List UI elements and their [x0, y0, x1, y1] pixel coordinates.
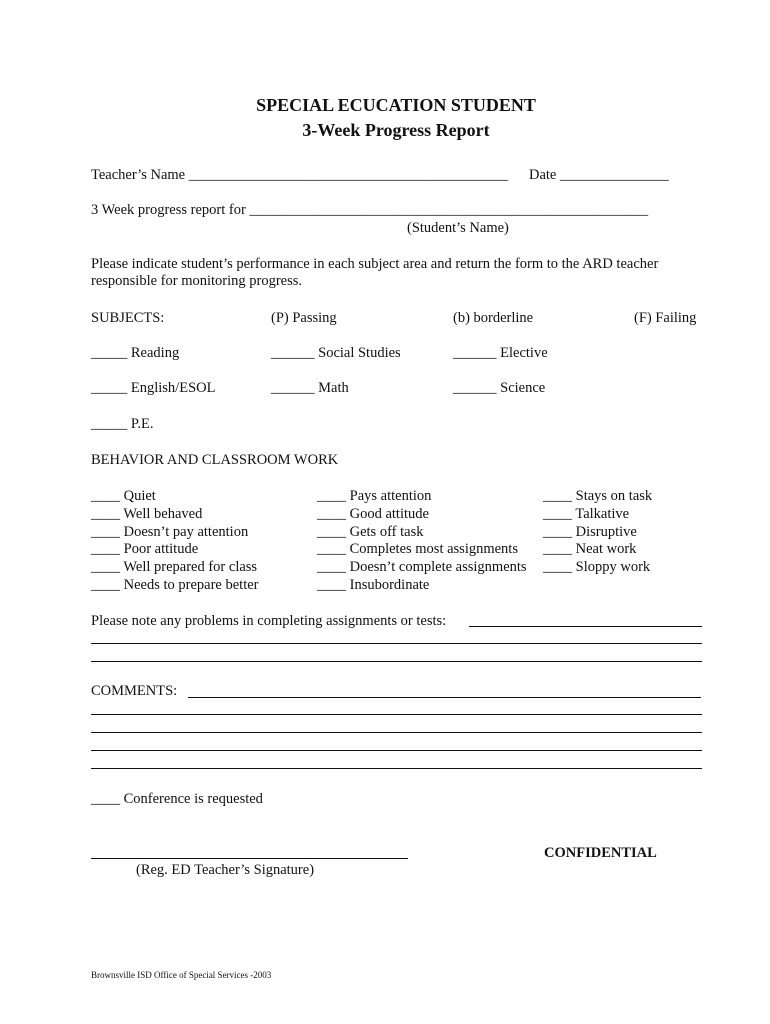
signature-line[interactable]	[91, 858, 408, 859]
comments-line[interactable]	[91, 732, 702, 733]
problems-line[interactable]	[91, 643, 702, 644]
behavior-item[interactable]: ____ Insubordinate	[317, 577, 430, 593]
behavior-item[interactable]: ____ Good attitude	[317, 506, 429, 522]
instructions-line-2: responsible for monitoring progress.	[91, 273, 303, 289]
conference-request[interactable]: ____ Conference is requested	[91, 791, 263, 807]
subject-english[interactable]: _____ English/ESOL	[91, 380, 216, 396]
comments-label: COMMENTS:	[91, 683, 178, 699]
subject-elective[interactable]: ______ Elective	[453, 345, 548, 361]
behavior-item[interactable]: ____ Gets off task	[317, 524, 424, 540]
behavior-item[interactable]: ____ Stays on task	[543, 488, 653, 504]
behavior-item[interactable]: ____ Poor attitude	[91, 541, 199, 557]
behavior-item[interactable]: ____ Pays attention	[317, 488, 432, 504]
comments-line[interactable]	[91, 768, 702, 769]
subject-science[interactable]: ______ Science	[453, 380, 546, 396]
comments-line[interactable]	[91, 750, 702, 751]
behavior-item[interactable]: ____ Disruptive	[543, 524, 637, 540]
footer-text: Brownsville ISD Office of Special Services -2003	[91, 970, 272, 980]
problems-label: Please note any problems in completing assignments or tests:	[91, 613, 447, 629]
student-name-caption: (Student’s Name)	[407, 220, 509, 236]
behavior-heading: BEHAVIOR AND CLASSROOM WORK	[91, 452, 339, 468]
comments-line[interactable]	[91, 714, 702, 715]
problems-line[interactable]	[469, 626, 702, 627]
behavior-item[interactable]: ____ Well prepared for class	[91, 559, 258, 575]
behavior-item[interactable]: ____ Well behaved	[91, 506, 203, 522]
confidential-label: CONFIDENTIAL	[544, 845, 657, 861]
subject-math[interactable]: ______ Math	[271, 380, 349, 396]
subject-reading[interactable]: _____ Reading	[91, 345, 180, 361]
legend-failing: (F) Failing	[634, 310, 697, 326]
legend-passing: (P) Passing	[271, 310, 337, 326]
comments-line[interactable]	[188, 697, 701, 698]
instructions-line-1: Please indicate student’s performance in each subject area and return the form to the ARD teacher	[91, 256, 659, 272]
form-subtitle: 3-Week Progress Report	[302, 120, 490, 140]
behavior-item[interactable]: ____ Sloppy work	[543, 559, 651, 575]
teacher-name-field[interactable]: Teacher’s Name ____________________________________________	[91, 167, 508, 183]
problems-line[interactable]	[91, 661, 702, 662]
student-name-field[interactable]: 3 Week progress report for _______________________________________________________	[91, 202, 649, 218]
behavior-item[interactable]: ____ Doesn’t pay attention	[91, 524, 249, 540]
behavior-item[interactable]: ____ Neat work	[543, 541, 637, 557]
subject-social-studies[interactable]: ______ Social Studies	[271, 345, 401, 361]
behavior-item[interactable]: ____ Doesn’t complete assignments	[317, 559, 527, 575]
signature-caption: (Reg. ED Teacher’s Signature)	[136, 862, 315, 878]
date-field[interactable]: Date _______________	[529, 167, 669, 183]
legend-borderline: (b) borderline	[453, 310, 534, 326]
subjects-heading: SUBJECTS:	[91, 310, 165, 326]
behavior-item[interactable]: ____ Quiet	[91, 488, 156, 504]
form-title: SPECIAL ECUCATION STUDENT	[256, 95, 536, 115]
behavior-item[interactable]: ____ Needs to prepare better	[91, 577, 259, 593]
subject-pe[interactable]: _____ P.E.	[91, 416, 154, 432]
behavior-item[interactable]: ____ Talkative	[543, 506, 630, 522]
behavior-item[interactable]: ____ Completes most assignments	[317, 541, 518, 557]
